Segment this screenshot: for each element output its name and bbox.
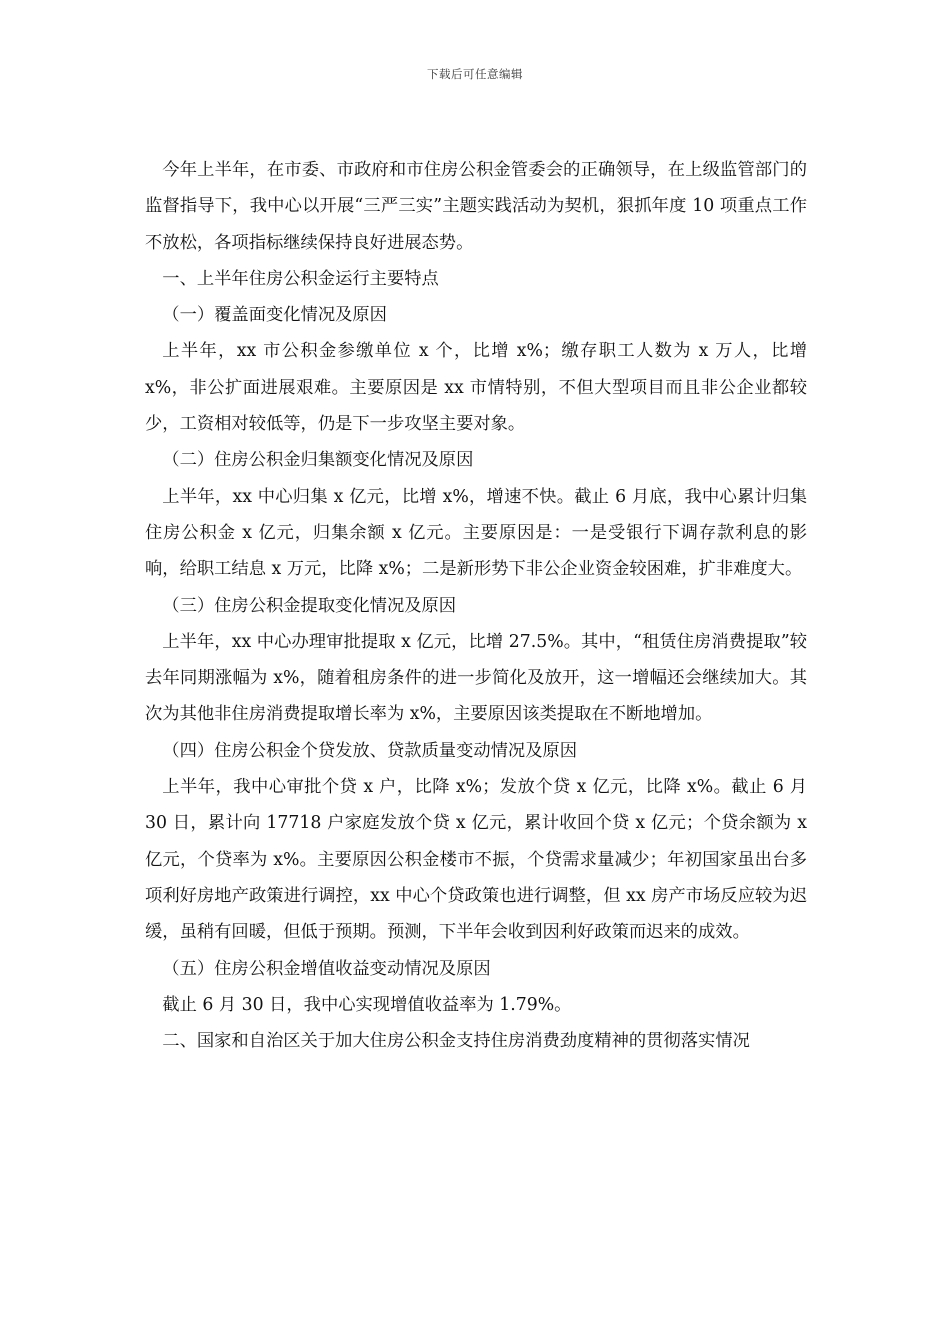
paragraph-loans: 上半年，我中心审批个贷 x 户，比降 x%；发放个贷 x 亿元，比降 x%。截止 6 月 30 日，累计向 17718 户家庭发放个贷 x 亿元，累计收回个贷 x 亿元；个贷余额为 x 亿元，个贷率为 x%。主要原因公积金楼市不振，个贷需求量减少；年初国家虽出台多项利好房地产政策进行调控，xx 中心个贷政策也进行调整，但 xx 房产市场反应较为迟缓，虽稍有回暖，但低于预期。预测，下半年会收到因利好政策而迟来的成效。 xyxy=(145,777,807,943)
paragraph-withdrawal: 上半年，xx 中心办理审批提取 x 亿元，比增 27.5%。其中，“租赁住房消费提取”较去年同期涨幅为 x%，随着租房条件的进一步简化及放开，这一增幅还会继续加大。其次为其他非住房消费提取增长率为 x%，主要原因该类提取在不断地增加。 xyxy=(145,631,807,725)
heading-section-2: 二、国家和自治区关于加大住房公积金支持住房消费劲度精神的贯彻落实情况 xyxy=(162,1031,750,1052)
subheading-coverage: （一）覆盖面变化情况及原因 xyxy=(162,305,387,326)
page-header: 下载后可任意编辑 xyxy=(427,67,523,81)
subheading-loans: （四）住房公积金个贷发放、贷款质量变动情况及原因 xyxy=(162,740,578,761)
heading-section-1: 一、上半年住房公积金运行主要特点 xyxy=(162,268,439,289)
paragraph-collection: 上半年，xx 中心归集 x 亿元，比增 x%，增速不快。截止 6 月底，我中心累计归集住房公积金 x 亿元，归集余额 x 亿元。主要原因是：一是受银行下调存款利息的影响，给职工结息 x 万元，比降 x%；二是新形势下非公企业资金较困难，扩非难度大。 xyxy=(145,486,807,580)
paragraph-coverage: 上半年，xx 市公积金参缴单位 x 个，比增 x%；缴存职工人数为 x 万人，比增 x%，非公扩面进展艰难。主要原因是 xx 市情特别，不但大型项目而且非公企业都较少，工资相对较低等，仍是下一步攻坚主要对象。 xyxy=(145,341,807,435)
subheading-returns: （五）住房公积金增值收益变动情况及原因 xyxy=(162,958,491,979)
paragraph-intro: 今年上半年，在市委、市政府和市住房公积金管委会的正确领导，在上级监管部门的监督指导下，我中心以开展“三严三实”主题实践活动为契机，狠抓年度 10 项重点工作不放松，各项指标继续保持良好进展态势。 xyxy=(145,160,807,253)
paragraph-returns: 截止 6 月 30 日，我中心实现增值收益率为 1.79%。 xyxy=(162,994,572,1015)
document-body xyxy=(145,152,807,1059)
subheading-withdrawal: （三）住房公积金提取变化情况及原因 xyxy=(162,595,457,616)
subheading-collection: （二）住房公积金归集额变化情况及原因 xyxy=(162,450,474,471)
